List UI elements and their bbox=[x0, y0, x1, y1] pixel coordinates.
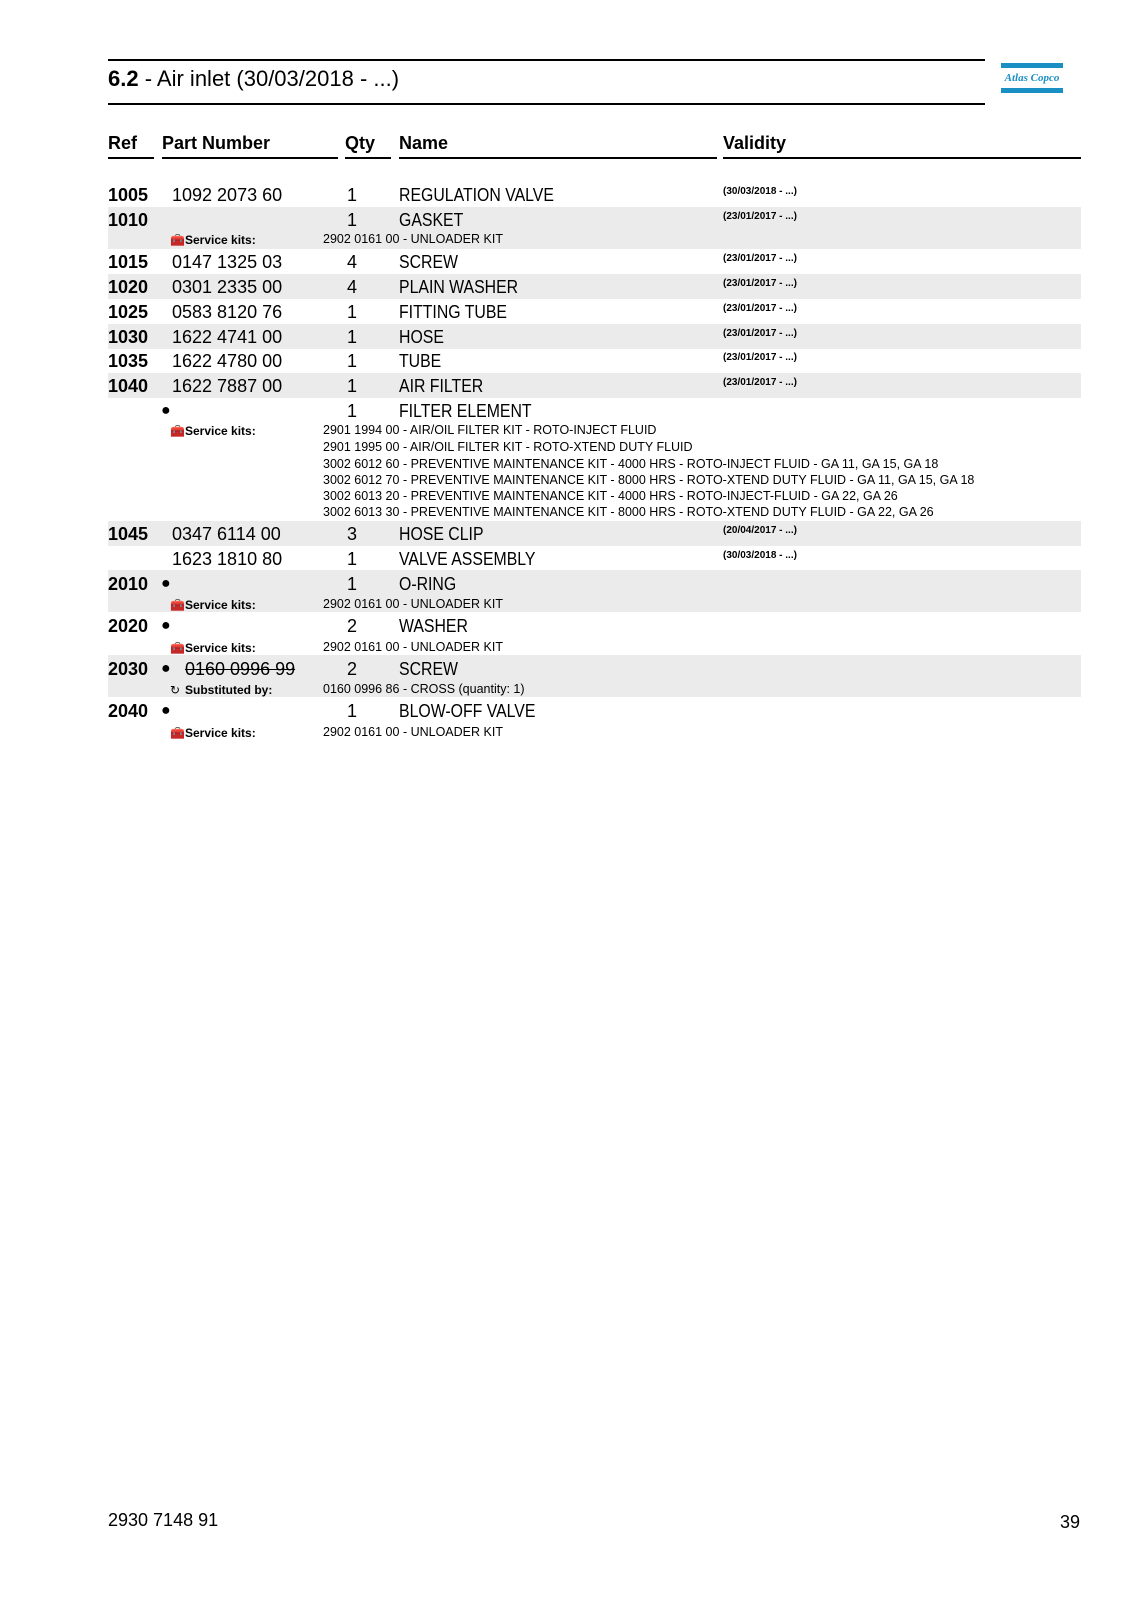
bullet-dot-icon: ● bbox=[161, 702, 171, 719]
name-cell: SCREW bbox=[399, 659, 458, 679]
ref-cell: 2030 bbox=[108, 659, 149, 679]
table-row bbox=[0, 398, 1131, 422]
name-cell: WASHER bbox=[399, 616, 468, 636]
validity-cell: (30/03/2018 - ...) bbox=[723, 550, 797, 561]
substituted-by-row bbox=[0, 681, 1131, 697]
table-row bbox=[0, 373, 1131, 397]
qty-cell: 1 bbox=[346, 351, 357, 371]
refresh-icon: ↻ bbox=[170, 683, 181, 697]
part-number-cell: 0301 2335 00 bbox=[172, 277, 283, 297]
document-number: 2930 7148 91 bbox=[108, 1510, 219, 1530]
service-kit-item: 2902 0161 00 - UNLOADER KIT bbox=[323, 725, 503, 739]
qty-cell: 3 bbox=[346, 524, 357, 544]
name-cell: GASKET bbox=[399, 210, 464, 230]
name-cell: HOSE bbox=[399, 327, 444, 347]
substituted-by-label bbox=[170, 683, 272, 697]
table-row bbox=[0, 207, 1131, 231]
page-number: 39 bbox=[1059, 1512, 1080, 1532]
service-kits-row bbox=[0, 504, 1131, 520]
ref-cell: 1020 bbox=[108, 277, 149, 297]
table-row bbox=[0, 299, 1131, 323]
bullet-dot-icon: ● bbox=[161, 660, 171, 677]
validity-cell: (23/01/2017 - ...) bbox=[723, 303, 797, 314]
column-rule-validity bbox=[723, 157, 1081, 159]
part-number-cell: 0147 1325 03 bbox=[172, 252, 283, 272]
service-kits-row bbox=[0, 488, 1131, 504]
atlas-copco-logo bbox=[1001, 63, 1063, 94]
service-kits-row bbox=[0, 456, 1131, 472]
service-kits-text: Service kits: bbox=[185, 641, 256, 655]
substitute-part: 0160 0996 86 - CROSS (quantity: 1) bbox=[323, 682, 525, 696]
ref-cell: 1035 bbox=[108, 351, 149, 371]
name-cell: AIR FILTER bbox=[399, 376, 484, 396]
table-row bbox=[0, 571, 1131, 595]
validity-cell: (23/01/2017 - ...) bbox=[723, 211, 797, 222]
service-kits-text: Service kits: bbox=[185, 726, 256, 740]
column-rule-ref bbox=[108, 157, 154, 159]
service-kits-row bbox=[0, 596, 1131, 612]
table-row bbox=[0, 521, 1131, 545]
bullet-dot-icon: ● bbox=[161, 617, 171, 634]
part-number-cell: 1092 2073 60 bbox=[172, 185, 283, 205]
bullet-dot-icon: ● bbox=[161, 575, 171, 592]
validity-cell: (23/01/2017 - ...) bbox=[723, 328, 797, 339]
table-row bbox=[0, 324, 1131, 348]
table-row bbox=[0, 546, 1131, 570]
part-number-cell: 1622 4741 00 bbox=[172, 327, 283, 347]
ref-cell: 2040 bbox=[108, 701, 149, 721]
qty-cell: 1 bbox=[346, 302, 357, 322]
toolbox-icon: 🧰 bbox=[170, 641, 185, 655]
name-cell: REGULATION VALVE bbox=[399, 185, 554, 205]
service-kits-row bbox=[0, 639, 1131, 655]
service-kit-item: 3002 6013 30 - PREVENTIVE MAINTENANCE KIT - 8000 HRS - ROTO-XTEND DUTY FLUID - GA 22, GA 26 bbox=[323, 505, 934, 519]
name-cell: FITTING TUBE bbox=[399, 302, 507, 322]
column-header-ref: Ref bbox=[108, 133, 138, 153]
qty-cell: 1 bbox=[346, 549, 357, 569]
toolbox-icon: 🧰 bbox=[170, 598, 185, 612]
validity-cell: (30/03/2018 - ...) bbox=[723, 186, 797, 197]
name-cell: BLOW-OFF VALVE bbox=[399, 701, 536, 721]
qty-cell: 4 bbox=[346, 252, 357, 272]
qty-cell: 2 bbox=[346, 616, 357, 636]
validity-cell: (23/01/2017 - ...) bbox=[723, 253, 797, 264]
service-kits-row bbox=[0, 439, 1131, 455]
column-rule-name bbox=[399, 157, 717, 159]
service-kits-label bbox=[170, 233, 256, 247]
service-kit-item: 2901 1995 00 - AIR/OIL FILTER KIT - ROTO-XTEND DUTY FLUID bbox=[323, 440, 693, 454]
service-kits-label bbox=[170, 726, 256, 740]
qty-cell: 1 bbox=[346, 376, 357, 396]
table-row bbox=[0, 182, 1131, 206]
service-kit-item: 3002 6012 70 - PREVENTIVE MAINTENANCE KIT - 8000 HRS - ROTO-XTEND DUTY FLUID - GA 11, GA 15, GA 18 bbox=[323, 473, 975, 487]
service-kit-item: 2902 0161 00 - UNLOADER KIT bbox=[323, 640, 503, 654]
validity-cell: (23/01/2017 - ...) bbox=[723, 278, 797, 289]
section-number: 6.2 bbox=[108, 66, 139, 91]
service-kits-text: Service kits: bbox=[185, 233, 256, 247]
table-row bbox=[0, 698, 1131, 722]
table-row bbox=[0, 613, 1131, 637]
service-kits-row bbox=[0, 422, 1131, 438]
service-kits-row bbox=[0, 472, 1131, 488]
table-row bbox=[0, 348, 1131, 372]
section-title bbox=[108, 65, 399, 93]
name-cell: HOSE CLIP bbox=[399, 524, 484, 544]
ref-cell: 2020 bbox=[108, 616, 149, 636]
column-rule-qty bbox=[345, 157, 391, 159]
service-kits-row bbox=[0, 231, 1131, 247]
qty-cell: 1 bbox=[346, 701, 357, 721]
substituted-by-text: Substituted by: bbox=[185, 683, 273, 697]
name-cell: VALVE ASSEMBLY bbox=[399, 549, 536, 569]
ref-cell: 1010 bbox=[108, 210, 149, 230]
part-number-cell-obsolete: 0160 0996 99 bbox=[185, 659, 296, 679]
ref-cell: 1025 bbox=[108, 302, 149, 322]
service-kits-label bbox=[170, 598, 256, 612]
service-kits-text: Service kits: bbox=[185, 424, 256, 438]
service-kit-item: 3002 6013 20 - PREVENTIVE MAINTENANCE KIT - 4000 HRS - ROTO-INJECT-FLUID - GA 22, GA 26 bbox=[323, 489, 898, 503]
qty-cell: 1 bbox=[346, 574, 357, 594]
name-cell: FILTER ELEMENT bbox=[399, 401, 532, 421]
qty-cell: 1 bbox=[346, 327, 357, 347]
qty-cell: 2 bbox=[346, 659, 357, 679]
ref-cell: 2010 bbox=[108, 574, 149, 594]
qty-cell: 1 bbox=[346, 401, 357, 421]
ref-cell: 1040 bbox=[108, 376, 149, 396]
table-row bbox=[0, 656, 1131, 680]
validity-cell: (23/01/2017 - ...) bbox=[723, 352, 797, 363]
ref-cell: 1015 bbox=[108, 252, 149, 272]
part-number-cell: 0583 8120 76 bbox=[172, 302, 283, 322]
service-kits-row bbox=[0, 724, 1131, 740]
column-rule-part-number bbox=[162, 157, 338, 159]
table-row bbox=[0, 274, 1131, 298]
qty-cell: 4 bbox=[346, 277, 357, 297]
qty-cell: 1 bbox=[346, 185, 357, 205]
name-cell: PLAIN WASHER bbox=[399, 277, 519, 297]
section-header bbox=[108, 59, 985, 105]
column-header-name: Name bbox=[399, 133, 449, 153]
ref-cell: 1045 bbox=[108, 524, 149, 544]
logo-top-bar bbox=[1001, 63, 1063, 68]
part-number-cell: 1622 7887 00 bbox=[172, 376, 283, 396]
validity-cell: (23/01/2017 - ...) bbox=[723, 377, 797, 388]
bullet-dot-icon: ● bbox=[161, 402, 171, 419]
service-kits-label bbox=[170, 641, 256, 655]
part-number-cell: 1622 4780 00 bbox=[172, 351, 283, 371]
toolbox-icon: 🧰 bbox=[170, 424, 185, 438]
part-number-cell: 1623 1810 80 bbox=[172, 549, 283, 569]
qty-cell: 1 bbox=[346, 210, 357, 230]
column-header-part-number: Part Number bbox=[162, 133, 271, 153]
service-kit-item: 2902 0161 00 - UNLOADER KIT bbox=[323, 232, 503, 246]
service-kit-item: 2902 0161 00 - UNLOADER KIT bbox=[323, 597, 503, 611]
column-header-qty: Qty bbox=[345, 133, 376, 153]
service-kit-item: 2901 1994 00 - AIR/OIL FILTER KIT - ROTO-INJECT FLUID bbox=[323, 423, 657, 437]
name-cell: TUBE bbox=[399, 351, 442, 371]
service-kits-label bbox=[170, 424, 256, 438]
name-cell: SCREW bbox=[399, 252, 458, 272]
ref-cell: 1005 bbox=[108, 185, 149, 205]
part-number-cell: 0347 6114 00 bbox=[172, 524, 281, 544]
ref-cell: 1030 bbox=[108, 327, 149, 347]
table-row bbox=[0, 249, 1131, 273]
toolbox-icon: 🧰 bbox=[170, 726, 185, 740]
validity-cell: (20/04/2017 - ...) bbox=[723, 525, 797, 536]
logo-text: Atlas Copco bbox=[1004, 72, 1060, 84]
section-name: - Air inlet (30/03/2018 - ...) bbox=[138, 66, 400, 91]
name-cell: O-RING bbox=[399, 574, 457, 594]
toolbox-icon: 🧰 bbox=[170, 233, 185, 247]
column-header-validity: Validity bbox=[723, 133, 787, 153]
logo-bottom-bar bbox=[1001, 88, 1063, 93]
service-kit-item: 3002 6012 60 - PREVENTIVE MAINTENANCE KIT - 4000 HRS - ROTO-INJECT FLUID - GA 11, GA 15, GA 18 bbox=[323, 457, 939, 471]
service-kits-text: Service kits: bbox=[185, 598, 256, 612]
